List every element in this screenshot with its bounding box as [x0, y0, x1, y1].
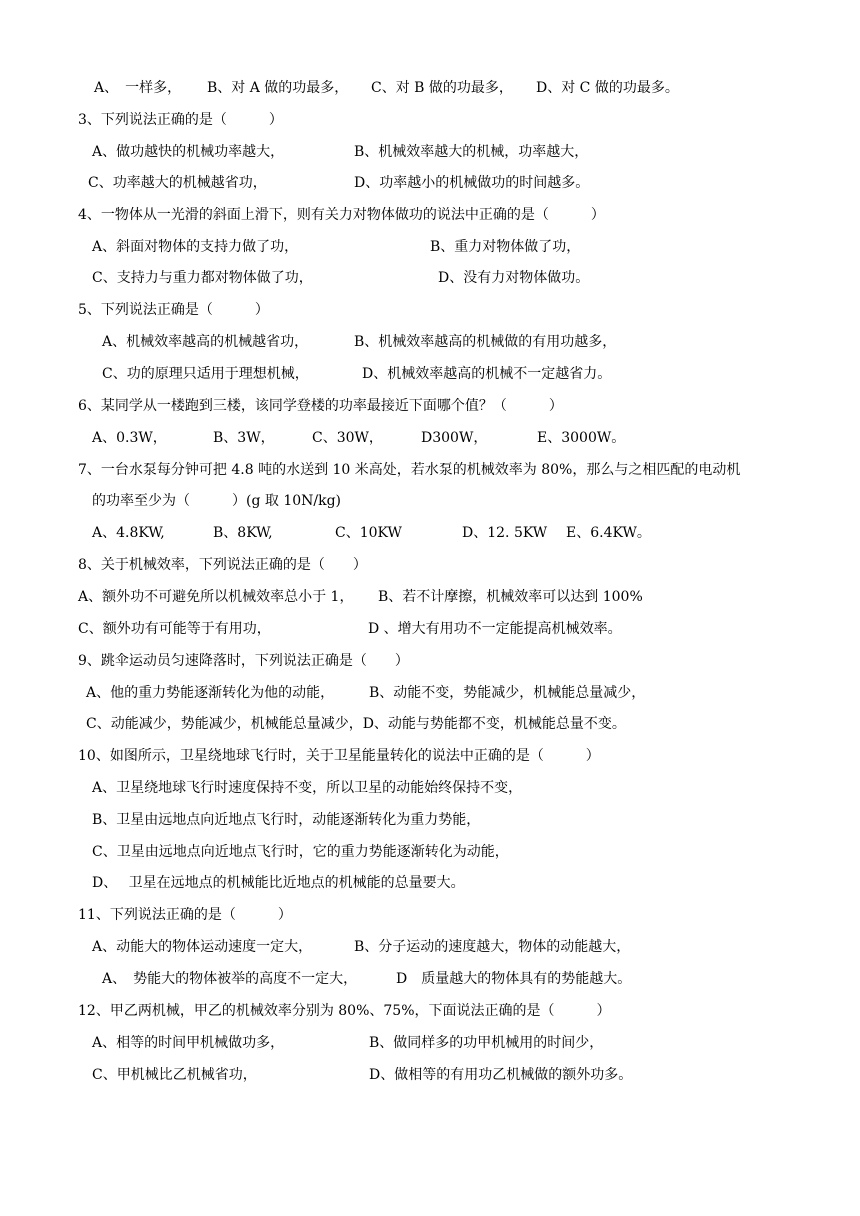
option-c: C、支持力与重力都对物体做了功，: [92, 270, 313, 286]
option-d: D、 卫星在远地点的机械能比近地点的机械能的总量要大。: [92, 875, 465, 891]
option-b: B、分子运动的速度越大，物体的动能越大，: [354, 939, 631, 955]
option-b: B、机械效率越大的机械，功率越大，: [354, 144, 589, 160]
option-row: [0, 871, 860, 895]
option-row: [0, 235, 860, 259]
option-a: A、 一样多，: [94, 80, 182, 96]
option-b: B、8KW,: [213, 525, 273, 541]
option-row: [0, 585, 860, 609]
option-b: B、动能不变，势能减少，机械能总量减少，: [369, 685, 646, 701]
option-c: C、甲机械比乙机械省功，: [92, 1067, 257, 1083]
option-b: B、对 A 做的功最多，: [207, 80, 349, 96]
question-stem: 4、一物体从一光滑的斜面上滑下，则有关力对物体做功的说法中正确的是（ ）: [78, 207, 605, 223]
question-stem: 6、某同学从一楼跑到三楼，该同学登楼的功率最接近下面哪个值？（ ）: [78, 398, 563, 414]
option-c: A、 势能大的物体被举的高度不一定大，: [102, 971, 358, 987]
option-a: A、他的重力势能逐渐转化为他的动能，: [86, 685, 335, 701]
option-row: [0, 967, 860, 991]
option-row: [0, 935, 860, 959]
option-a: A、卫星绕地球飞行时速度保持不变，所以卫星的动能始终保持不变，: [92, 780, 523, 796]
option-row: [0, 840, 860, 864]
option-row: [0, 426, 860, 450]
question-stem: 7、一台水泵每分钟可把 4.8 吨的水送到 10 米高处，若水泵的机械效率为 80%，那么与之相匹配的电动机: [78, 462, 741, 478]
option-e: E、3000W。: [537, 430, 626, 446]
option-d: D300W，: [421, 430, 488, 446]
option-row: [0, 1063, 860, 1087]
question-stem: 8、关于机械效率，下列说法正确的是（ ）: [78, 557, 367, 573]
option-row: [0, 330, 860, 354]
option-d: D、机械效率越高的机械不一定越省力。: [362, 366, 612, 382]
option-e: E、6.4KW。: [566, 525, 651, 541]
option-a: A、相等的时间甲机械做功多，: [92, 1035, 285, 1051]
option-d: D 质量越大的物体具有的势能越大。: [396, 971, 632, 987]
option-b: B、重力对物体做了功，: [430, 239, 581, 255]
option-b: B、做同样多的功甲机械用的时间少，: [369, 1035, 604, 1051]
option-b: B、3W，: [213, 430, 275, 446]
option-a: A、动能大的物体运动速度一定大，: [92, 939, 313, 955]
question-stem: 12、甲乙两机械，甲乙的机械效率分别为 80%、75%，下面说法正确的是（ ）: [78, 1003, 611, 1019]
option-d: D、做相等的有用功乙机械做的额外功多。: [369, 1067, 633, 1083]
option-d: D、12. 5KW: [462, 525, 548, 541]
option-row: [0, 266, 860, 290]
option-a: A、机械效率越高的机械越省功，: [102, 334, 309, 350]
question-stem: 5、下列说法正确是（ ）: [78, 302, 269, 318]
option-row: [0, 712, 860, 736]
option-row: [0, 521, 860, 545]
option-c-d: C、动能减少，势能减少，机械能总量减少，D、动能与势能都不变，机械能总量不变。: [86, 716, 626, 732]
option-d: D、对 C 做的功最多。: [536, 80, 679, 96]
question-stem-continued: 的功率至少为（ ）(g 取 10N/kg): [92, 493, 342, 509]
option-d: D、没有力对物体做功。: [438, 270, 590, 286]
option-row: [0, 776, 860, 800]
option-b: B、机械效率越高的机械做的有用功越多，: [354, 334, 617, 350]
option-row: [0, 1031, 860, 1055]
option-c: C、额外功有可能等于有用功，: [78, 621, 271, 637]
option-c: C、功率越大的机械越省功，: [88, 175, 267, 191]
option-row: [0, 808, 860, 832]
option-row: [0, 362, 860, 386]
question-stem: 3、下列说法正确的是（ ）: [78, 112, 283, 128]
question-stem: 10、如图所示，卫星绕地球飞行时，关于卫星能量转化的说法中正确的是（ ）: [78, 748, 600, 764]
option-row: [0, 681, 860, 705]
option-b: B、若不计摩擦，机械效率可以达到 100%: [378, 589, 643, 605]
option-d: D、功率越小的机械做功的时间越多。: [354, 175, 590, 191]
option-row: [0, 171, 860, 195]
option-a: A、0.3W，: [92, 430, 167, 446]
option-row: [0, 140, 860, 164]
option-row: [0, 76, 860, 100]
option-b: B、卫星由远地点向近地点飞行时，动能逐渐转化为重力势能，: [92, 812, 481, 828]
option-a: A、4.8KW,: [92, 525, 165, 541]
option-a: A、做功越快的机械功率越大，: [92, 144, 285, 160]
option-d: D 、增大有用功不一定能提高机械效率。: [368, 621, 622, 637]
option-c: C、10KW: [335, 525, 402, 541]
option-c: C、卫星由远地点向近地点飞行时，它的重力势能逐渐转化为动能，: [92, 844, 509, 860]
option-a: A、斜面对物体的支持力做了功，: [92, 239, 299, 255]
option-c: C、对 B 做的功最多，: [371, 80, 513, 96]
option-a: A、额外功不可避免所以机械效率总小于 1，: [78, 589, 354, 605]
option-c: C、30W，: [312, 430, 383, 446]
option-row: [0, 617, 860, 641]
question-stem: 11、下列说法正确的是（ ）: [78, 907, 292, 923]
question-stem: 9、跳伞运动员匀速降落时，下列说法正确是（ ）: [78, 653, 409, 669]
option-c: C、功的原理只适用于理想机械，: [102, 366, 309, 382]
